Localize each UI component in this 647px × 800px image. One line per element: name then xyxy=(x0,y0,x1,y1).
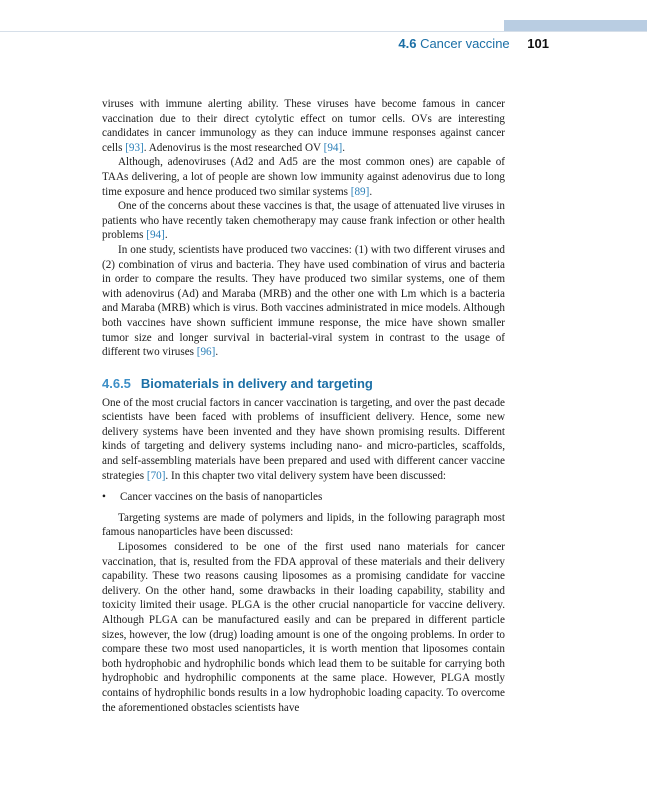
running-head-section-title: Cancer vaccine xyxy=(420,36,510,51)
paragraph-targeting: One of the most crucial factors in cancer vaccination is targeting, and over the past decade scientists have been faced with problems of insufficient delivery. Hence, some new delivery systems have been invented and they have shown promising results. Different kinds of targeting and delivery systems including nano- and micro-particles, scaffolds, and self-assembling materials have been prepared and used with different cancer vaccine strategies [70]. In this chapter two vital delivery system have been discussed: xyxy=(102,396,505,482)
header-color-bar xyxy=(504,20,647,31)
bullet-text: Cancer vaccines on the basis of nanoparticles xyxy=(120,491,323,504)
page-body xyxy=(102,97,505,715)
bullet-icon: • xyxy=(102,491,106,504)
citation-link[interactable]: [96] xyxy=(196,346,216,359)
header-rule xyxy=(0,31,647,32)
running-head xyxy=(300,36,549,52)
paragraph-liposomes: Liposomes considered to be one of the first used nano materials for cancer vaccination, that is, resulted from the FDA approval of these materials and their delivery capability. These two reasons causing liposomes as a promising candidate for vaccine delivery. On the other hand, some drawbacks in their loading capability, stability and toxicity limited their usage. PLGA is the other crucial nanoparticle for vaccine delivery. Although PLGA can be manufactured easily and can be prepared in different particle sizes, however, the low (drug) loading amount is one of the ongoing problems. In order to compare these two most used nanoparticles, it is worth mention that liposomes contain both hydrophobic and hydrophilic bonds which lead them to be suitable for carrying both hydrophobic and hydrophilic components at the same place. However, PLGA mostly contains of hydrophilic bonds results in a low hydrophobic loading capacity. To overcome the aforementioned obstacles scientists have xyxy=(102,541,505,714)
bullet-item xyxy=(102,490,505,505)
section-heading xyxy=(102,376,505,392)
paragraph-study: In one study, scientists have produced two vaccines: (1) with two different viruses and (2) combination of virus and bacteria. They have used combination of virus and bacteria in order to compare the results. They have produced two similar systems, one of them with adenovirus (Ad) and Maraba (MRB) and the other one with Lm which is a bacteria and Maraba (MRB) which is virus. Both vaccines administrated in mice models. Although both vaccines have shown sufficient immune response, the mice have shown smaller tumor size and longer survival in bacterial-viral system in contrast to the usage of different two viruses [96]. xyxy=(102,243,505,359)
citation-link[interactable]: [70] xyxy=(146,469,166,482)
paragraph-adenoviruses: Although, adenoviruses (Ad2 and Ad5 are the most common ones) are capable of TAAs delivering, a lot of people are shown low immunity against adenovirus due to long time exposure and hence produced two similar systems [89]. xyxy=(102,156,505,198)
citation-link[interactable]: [93] xyxy=(125,141,144,154)
paragraph-targeting-systems: Targeting systems are made of polymers and lipids, in the following paragraph most famous nanoparticles have been discussed: xyxy=(102,511,505,539)
citation-link[interactable]: [94] xyxy=(146,229,165,242)
citation-link[interactable]: [89] xyxy=(350,185,370,198)
citation-link[interactable]: [94] xyxy=(323,141,343,154)
page-number: 101 xyxy=(527,36,549,51)
section-title: Biomaterials in delivery and targeting xyxy=(140,375,373,391)
running-head-section-number: 4.6 xyxy=(398,36,417,51)
section-number: 4.6.5 xyxy=(102,375,131,391)
paragraph-concerns: One of the concerns about these vaccines is that, the usage of attenuated live viruses in patients who have recently taken chemotherapy may cause frank infection or other health problems [94]. xyxy=(102,200,505,242)
paragraph-oncolytic-viruses: viruses with immune alerting ability. These viruses have become famous in cancer vaccination due to their direct cytolytic effect on tumor cells. OVs are interesting candidates in cancer immunology as they can induce immune responses against cancer cells [93]. Adenovirus is the most researched OV [94]. xyxy=(102,98,505,154)
